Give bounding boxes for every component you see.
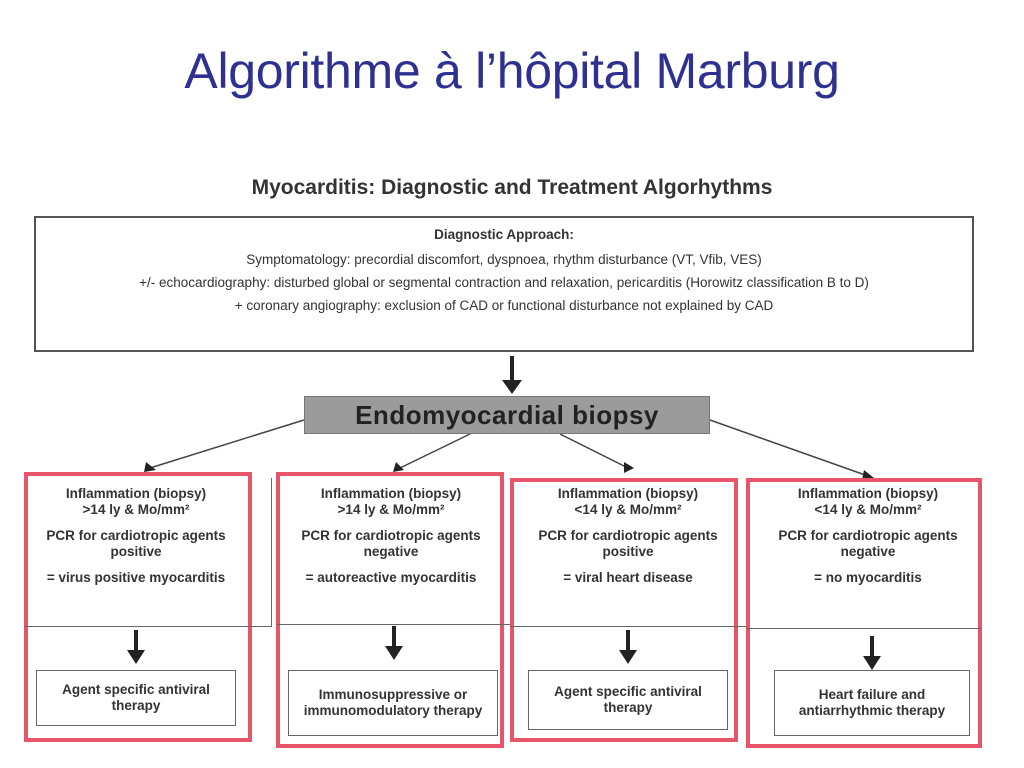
biopsy-box: Endomyocardial biopsy [304, 396, 710, 434]
col-1-therapy: Agent specific antiviral therapy [62, 682, 210, 713]
col-1-pcr: PCR for cardiotropic agents positive [46, 528, 226, 559]
col-3-highlight [510, 478, 738, 742]
branch-to-col-4 [710, 420, 868, 476]
col-3-inflammation: Inflammation (biopsy) [557, 486, 699, 501]
branch-to-col-2 [400, 434, 470, 468]
slide-title: Algorithme à l’hôpital Marburg [184, 43, 840, 99]
col-1-divider [24, 626, 272, 627]
col-3-threshold: <14 ly & Mo/mm² [574, 502, 682, 517]
col-2-pcr: PCR for cardiotropic agents negative [301, 528, 481, 559]
col-2-result: = autoreactive myocarditis [305, 570, 477, 585]
angiography-line: + coronary angiography: exclusion of CAD or functional disturbance not explained by CAD [234, 298, 774, 313]
col-3-pcr: PCR for cardiotropic agents positive [538, 528, 718, 559]
branch-to-col-1 [150, 420, 304, 468]
branch-to-col-3 [560, 434, 628, 468]
col-4-result: = no myocarditis [814, 570, 922, 585]
branch-head-3 [624, 462, 634, 473]
symptomatology-line: Symptomatology: precordial discomfort, dyspnoea, rhythm disturbance (VT, Vfib, VES) [246, 252, 762, 267]
col-4-inflammation: Inflammation (biopsy) [797, 486, 939, 501]
col-4-therapy: Heart failure and antiarrhythmic therapy [798, 687, 946, 718]
col-2-threshold: >14 ly & Mo/mm² [337, 502, 445, 517]
col-4-pcr: PCR for cardiotropic agents negative [778, 528, 958, 559]
echocardiography-line: +/- echocardiography: disturbed global or segmental contraction and relaxation, pericarditis (Horowitz classification B to D) [139, 275, 869, 290]
col-1-threshold: >14 ly & Mo/mm² [82, 502, 190, 517]
diagnostic-heading: Diagnostic Approach: [434, 227, 574, 242]
col-2-therapy: Immunosuppressive or immunomodulatory therapy [303, 687, 483, 718]
col-2-highlight [276, 472, 504, 748]
col-3-therapy: Agent specific antiviral therapy [554, 684, 702, 715]
arrowhead-diagnostic-to-biopsy [502, 380, 522, 394]
col-4-threshold: <14 ly & Mo/mm² [814, 502, 922, 517]
col-2-inflammation: Inflammation (biopsy) [320, 486, 462, 501]
col-3-result: = viral heart disease [563, 570, 693, 585]
diagram-title: Myocarditis: Diagnostic and Treatment Algorhythms [251, 176, 773, 199]
col-1-highlight [24, 472, 252, 742]
col-3-divider [510, 626, 746, 627]
col-1-result: = virus positive myocarditis [46, 570, 226, 585]
col-4-divider [746, 628, 982, 629]
col-1-inflammation: Inflammation (biopsy) [65, 486, 207, 501]
col-2-divider [276, 624, 512, 625]
col-4-highlight [746, 478, 982, 748]
